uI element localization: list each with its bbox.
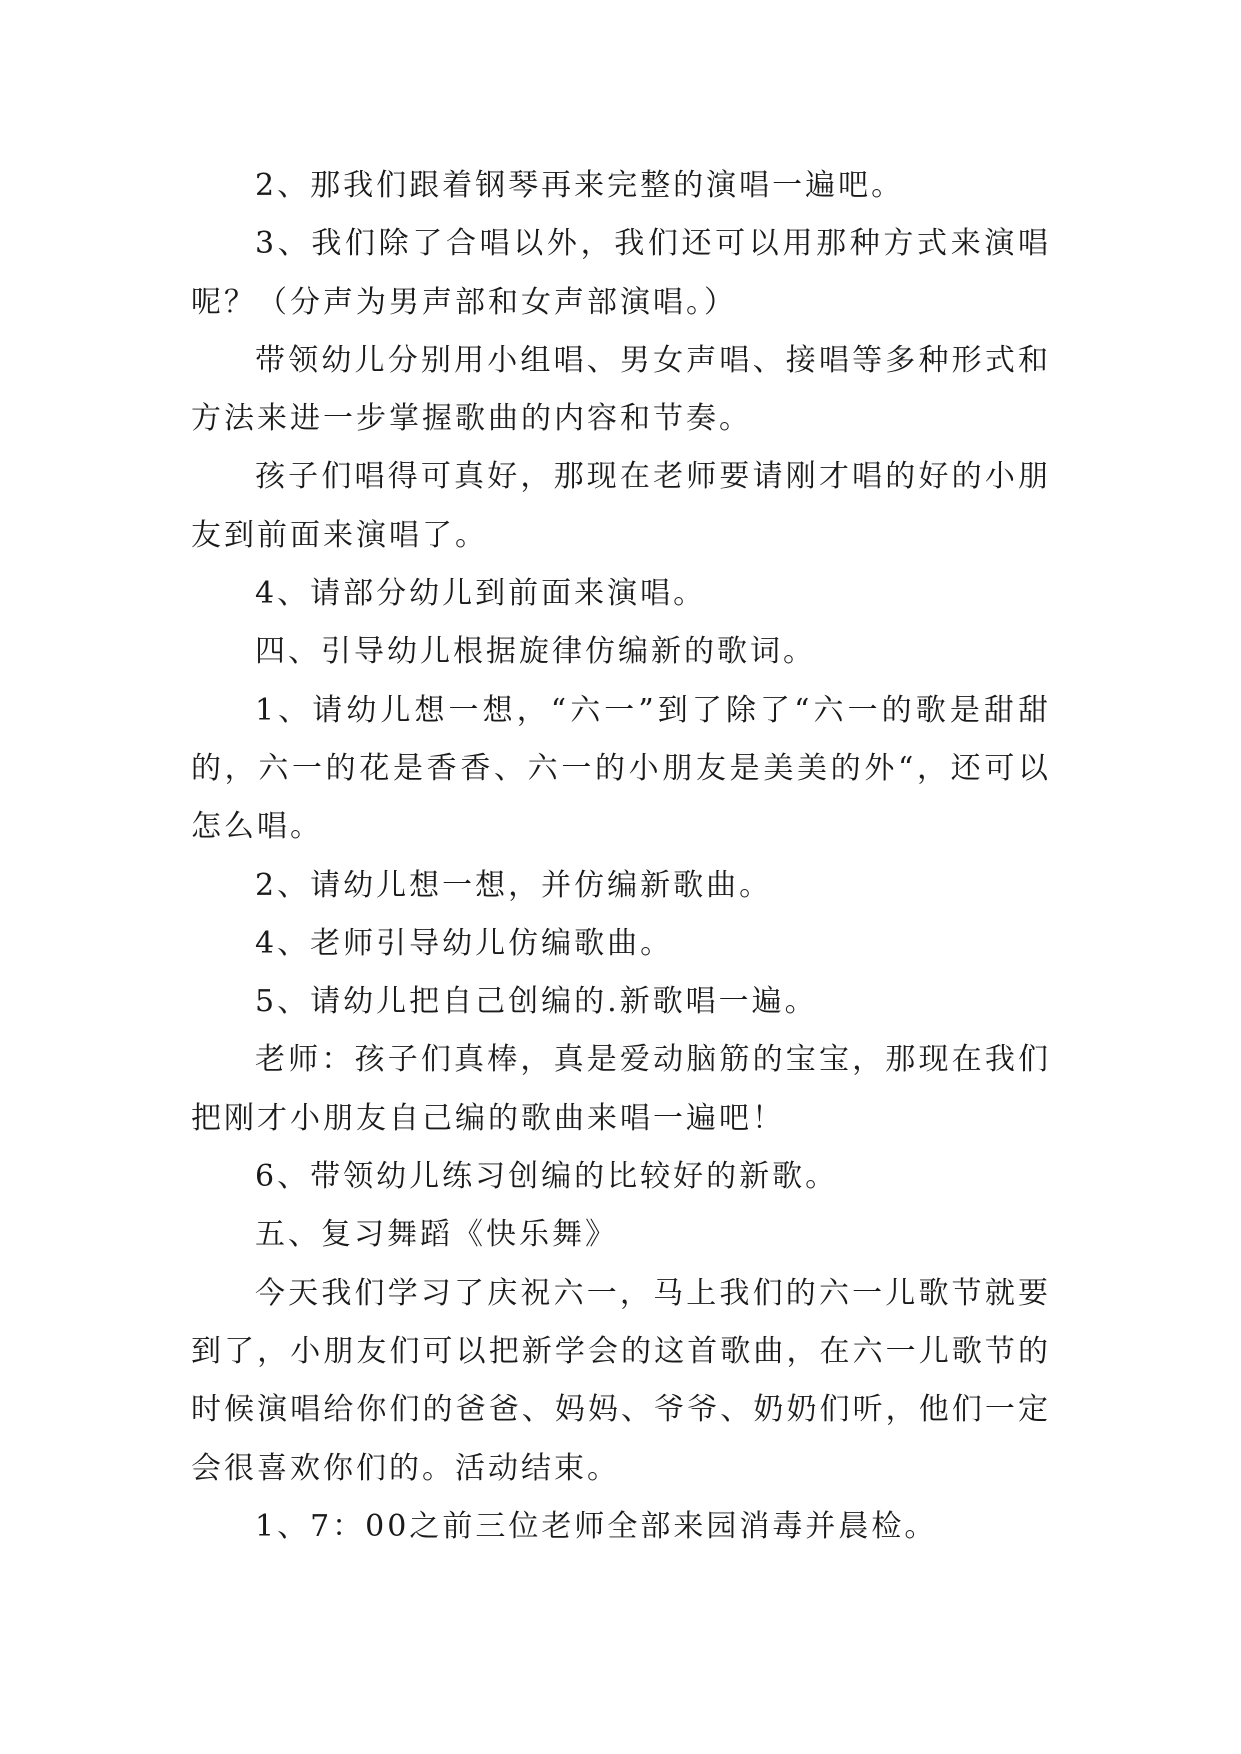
paragraph: 2、那我们跟着钢琴再来完整的演唱一遍吧。 bbox=[255, 168, 905, 203]
paragraph: 1、请幼儿想一想，“六一”到了除了“六一的歌是甜甜的，六一的花是香香、六一的小朋友是美美的外“，还可以怎么唱。 bbox=[191, 692, 1051, 845]
paragraph: 今天我们学习了庆祝六一，马上我们的六一儿歌节就要到了，小朋友们可以把新学会的这首歌曲，在六一儿歌节的时候演唱给你们的爸爸、妈妈、爷爷、奶奶们听，他们一定会很喜欢你们的。活动结束。 bbox=[191, 1275, 1051, 1486]
paragraph: 2、请幼儿想一想，并仿编新歌曲。 bbox=[255, 867, 773, 903]
paragraph: 5、请幼儿把自己创编的.新歌唱一遍。 bbox=[255, 984, 818, 1020]
document-page bbox=[191, 157, 1051, 1556]
paragraph: 带领幼儿分别用小组唱、男女声唱、接唱等多种形式和方法来进一步掌握歌曲的内容和节奏。 bbox=[191, 342, 1051, 437]
paragraph: 6、带领幼儿练习创编的比较好的新歌。 bbox=[255, 1159, 839, 1195]
paragraph: 4、请部分幼儿到前面来演唱。 bbox=[255, 576, 707, 612]
paragraph: 五、复习舞蹈《快乐舞》 bbox=[255, 1217, 618, 1253]
paragraph: 1、7：00之前三位老师全部来园消毒并晨检。 bbox=[255, 1508, 938, 1544]
paragraph: 3、我们除了合唱以外，我们还可以用那种方式来演唱呢？（分声为男声部和女声部演唱。） bbox=[191, 226, 1051, 320]
paragraph: 孩子们唱得可真好，那现在老师要请刚才唱的好的小朋友到前面来演唱了。 bbox=[191, 459, 1051, 553]
paragraph: 老师：孩子们真棒，真是爱动脑筋的宝宝，那现在我们把刚才小朋友自己编的歌曲来唱一遍吧！ bbox=[191, 1042, 1051, 1136]
paragraph: 4、老师引导幼儿仿编歌曲。 bbox=[255, 925, 674, 961]
paragraph: 四、引导幼儿根据旋律仿编新的歌词。 bbox=[255, 634, 816, 670]
